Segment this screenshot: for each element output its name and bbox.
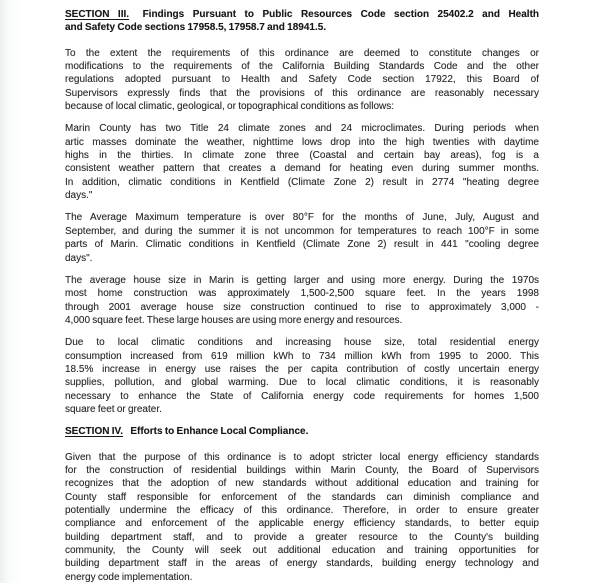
text-line: Marin County has two Title 24 climate zones and 24 microclimates. During periods when [65, 123, 539, 135]
text-line: 18.5% increase in energy use raises the per capita contribution of costly uncertain energy [65, 363, 539, 375]
paragraph-average-temperature [65, 211, 539, 264]
paragraph-energy-consumption [65, 336, 539, 416]
section-iv-title: Efforts to Enhance Local Compliance. [130, 426, 309, 438]
text-line: To the extent the requirements of this ordinance are deemed to constitute changes or [65, 47, 539, 59]
text-line: Supervisors expressly finds that the provisions of this ordinance are reasonably necessary [65, 87, 539, 99]
text-line: regulations adopted pursuant to Health and Safety Code section 17922, this Board of [65, 74, 539, 86]
text-line: Given that the purpose of this ordinance is to adopt stricter local energy efficiency standards [65, 451, 539, 463]
text-line: for the construction of residential buildings within Marin County, the Board of Supervisors [65, 464, 539, 476]
text-line: because of local climatic, geological, or topographical conditions as follows: [65, 101, 395, 113]
paragraph-local-compliance [65, 451, 539, 583]
text-line: consumption increased from 619 million kWh to 734 million kWh from 1995 to 2000. This [65, 350, 539, 362]
section-iii-label: SECTION III. [65, 9, 130, 20]
section-iii-heading [65, 8, 539, 35]
text-line: days." [65, 190, 93, 202]
text-line: supplies, pollution, and global warming. Due to local climatic conditions, it is reasonably [65, 377, 539, 389]
section-iv-label: SECTION IV. [65, 426, 124, 438]
text-line: Due to local climatic conditions and increasing house size, total residential energy [65, 337, 539, 349]
text-line: The Average Maximum temperature is over 80°F for the months of June, July, August and [65, 212, 539, 224]
paragraph-findings-intro [65, 47, 539, 114]
text-line: most home construction was approximately 1,500-2,500 square feet. In the years 1998 [65, 288, 539, 300]
heading-line [65, 425, 539, 438]
section-iii-title-line2: and Safety Code sections 17958.5, 17958.7 and 18941.5. [65, 22, 327, 34]
text-line: building department staff, and to provide a greater resource to the County's building [65, 531, 539, 543]
text-line: recognizes that the adoption of new standards without additional education and training for [65, 478, 539, 490]
section-iv-heading [65, 425, 539, 438]
text-line: parts of Marin. Climatic conditions in Kentfield (Climate Zone 2) result in 441 "cooling degree [65, 239, 539, 251]
text-line: The average house size in Marin is getting larger and using more energy. During the 1970s [65, 274, 539, 286]
paragraph-climate-zones [65, 122, 539, 202]
text-line: consistent weather pattern that creates a demand for heating even during summer months. [65, 163, 539, 175]
text-line: artic masses dominate the weather, nighttime lows drop into the high twenties with daytime [65, 136, 539, 148]
text-line: potentially undermine the efficacy of this ordinance. Therefore, in order to ensure greater [65, 505, 539, 516]
text-line: compliance and enforcement of the applicable energy efficiency standards, to better equip [65, 518, 539, 530]
text-line: 4,000 square feet. These large houses are using more energy and resources. [65, 314, 403, 326]
text-line: community, the County will seek out additional education and training opportunities for [65, 545, 539, 557]
text-line: through 2001 average house size construction continued to rise to approximately 3,000 - [65, 301, 539, 313]
text-line: square feet or greater. [65, 403, 162, 415]
section-iii-title-line1: Findings Pursuant to Public Resources Code section 25402.2 and Health [142, 9, 540, 20]
heading-line [65, 21, 539, 34]
document-content [65, 8, 539, 583]
text-line: building department staff in the areas of energy standards, building energy technology and [65, 558, 539, 570]
text-line: days". [65, 252, 93, 264]
text-line: In addition, climatic conditions in Kentfield (Climate Zone 2) result in 2774 "heating degree [65, 176, 539, 188]
text-line: County staff responsible for enforcement of the standards can diminish compliance and [65, 491, 539, 503]
text-line: highs in the thirties. In climate zone three (Coastal and certain bay areas), fog is a [65, 150, 539, 162]
paragraph-house-size [65, 274, 539, 327]
text-line: energy code implementation. [65, 571, 193, 583]
text-line: modifications to the requirements of the California Building Standards Code and the other [65, 61, 539, 73]
heading-line [65, 8, 539, 21]
text-line: September, and during the summer it is not uncommon for temperatures to reach 100°F in some [65, 225, 539, 237]
text-line: necessary to enhance the State of California energy code requirements for homes 1,500 [65, 390, 539, 402]
